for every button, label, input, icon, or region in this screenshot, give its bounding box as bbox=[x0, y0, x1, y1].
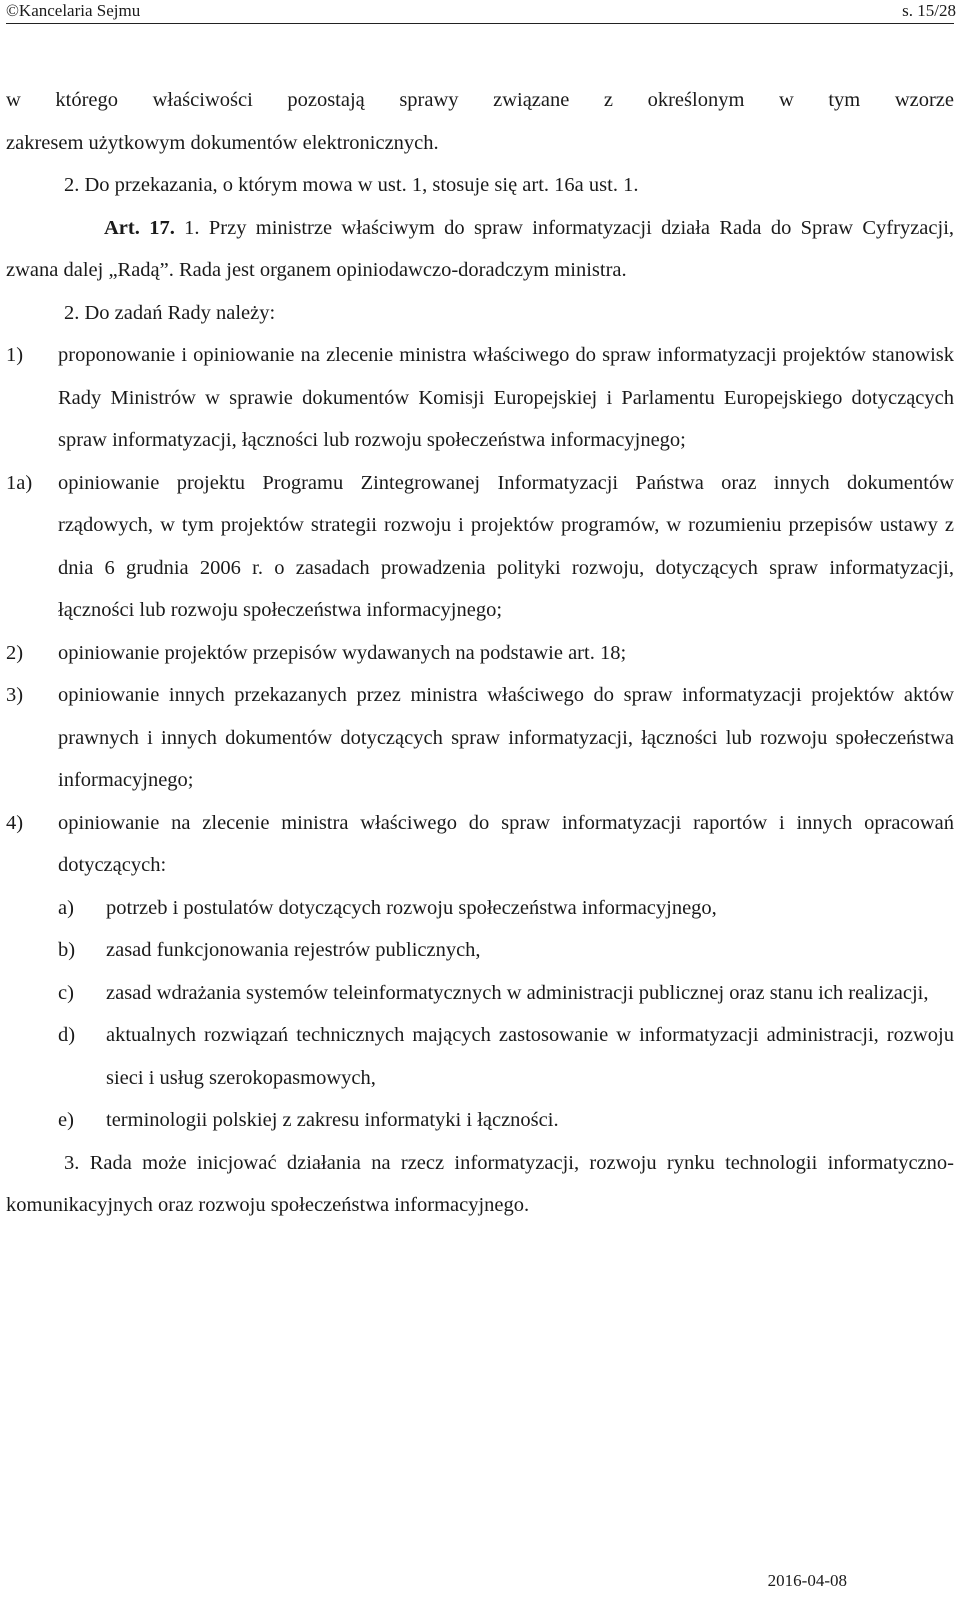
article-label: Art. 17. bbox=[104, 216, 175, 239]
ust-3: 3. Rada może inicjować działania na rzecz informatyzacji, rozwoju rynku technologii informatyczno-komunikacyjnych oraz rozwoju społeczeństwa informacyjnego. bbox=[6, 1151, 954, 1216]
article-text: 1. Przy ministrze właściwym do spraw informatyzacji działa Rada do Spraw Cyfryzacji, zwana dalej „Radą”. Rada jest organem opiniodawczo-doradczym ministra. bbox=[6, 216, 955, 281]
list-item bbox=[6, 334, 954, 462]
sub-item-text: potrzeb i postulatów dotyczących rozwoju społeczeństwa informacyjnego, bbox=[106, 896, 717, 919]
document-body bbox=[6, 79, 954, 1227]
sub-list-item bbox=[58, 929, 954, 972]
item-number: 2) bbox=[6, 641, 24, 664]
sub-list-item bbox=[58, 1099, 954, 1142]
sub-item-letter: c) bbox=[58, 981, 74, 1004]
list-item bbox=[6, 674, 954, 802]
continuation-line-2: zakresem użytkowym dokumentów elektronicznych. bbox=[6, 131, 439, 154]
article-17 bbox=[6, 207, 954, 292]
sub-item-text: zasad funkcjonowania rejestrów publicznych, bbox=[106, 939, 481, 961]
list-item bbox=[6, 632, 954, 675]
page-header bbox=[6, 0, 956, 22]
sub-list-item bbox=[58, 1014, 954, 1099]
item-text: opiniowanie projektu Programu Zintegrowanej Informatyzacji Państwa oraz innych dokumentów rządowych, w tym projektów strategii rozwoju i projektów programów, w rozumieniu przepisów ustawy z dnia 6 grudnia 2006 r. o zasadach prowadzenia polityki rozwoju, dotyczących spraw informatyzacji, łączności lub rozwoju społeczeństwa informacyjnego; bbox=[58, 471, 954, 621]
list-item bbox=[6, 462, 954, 632]
sub-item-text: zasad wdrażania systemów teleinformatycznych w administracji publicznej oraz stanu ich realizacji, bbox=[106, 981, 929, 1004]
sub-list bbox=[58, 887, 954, 1142]
item-number: 3) bbox=[6, 684, 24, 706]
header-copyright: ©Kancelaria Sejmu bbox=[6, 1, 141, 20]
item-text: opiniowanie na zlecenie ministra właściwego do spraw informatyzacji raportów i innych opracowań dotyczących: bbox=[58, 811, 954, 876]
header-page-number: s. 15/28 bbox=[902, 1, 956, 20]
sub-item-text: terminologii polskiej z zakresu informatyki i łączności. bbox=[106, 1109, 559, 1131]
continuation-line-1: w którego właściwości pozostają sprawy związane z określonym w tym wzorze bbox=[6, 89, 954, 111]
sub-list-item bbox=[58, 887, 954, 930]
ust-2-intro: 2. Do zadań Rady należy: bbox=[64, 301, 276, 324]
item-number: 1a) bbox=[6, 471, 33, 494]
sub-item-letter: a) bbox=[58, 896, 74, 919]
footer-date: 2016-04-08 bbox=[767, 1571, 847, 1590]
item-number: 1) bbox=[6, 344, 24, 366]
list-item bbox=[6, 802, 954, 887]
item-text: opiniowanie innych przekazanych przez ministra właściwego do spraw informatyzacji projektów aktów prawnych i innych dokumentów dotyczących spraw informatyzacji, łączności lub rozwoju społeczeństwa informacyjnego; bbox=[58, 684, 954, 791]
sub-item-letter: d) bbox=[58, 1024, 76, 1046]
item-text: proponowanie i opiniowanie na zlecenie ministra właściwego do spraw informatyzacji projektów stanowisk Rady Ministrów w sprawie dokumentów Komisji Europejskiej i Parlamentu Europejskiego dotyczących spraw informatyzacji, łączności lub rozwoju społeczeństwa informacyjnego; bbox=[58, 344, 954, 451]
sub-item-text: aktualnych rozwiązań technicznych mających zastosowanie w informatyzacji administracji, rozwoju sieci i usług szerokopasmowych, bbox=[106, 1024, 954, 1089]
item-text: opiniowanie projektów przepisów wydawanych na podstawie art. 18; bbox=[58, 641, 627, 664]
sub-item-letter: b) bbox=[58, 939, 76, 961]
header-divider bbox=[6, 23, 954, 24]
task-list bbox=[6, 334, 954, 1142]
paragraph-2: 2. Do przekazania, o którym mowa w ust. 1, stosuje się art. 16a ust. 1. bbox=[64, 174, 639, 196]
item-number: 4) bbox=[6, 811, 24, 834]
sub-list-item bbox=[58, 972, 954, 1015]
sub-item-letter: e) bbox=[58, 1109, 74, 1131]
